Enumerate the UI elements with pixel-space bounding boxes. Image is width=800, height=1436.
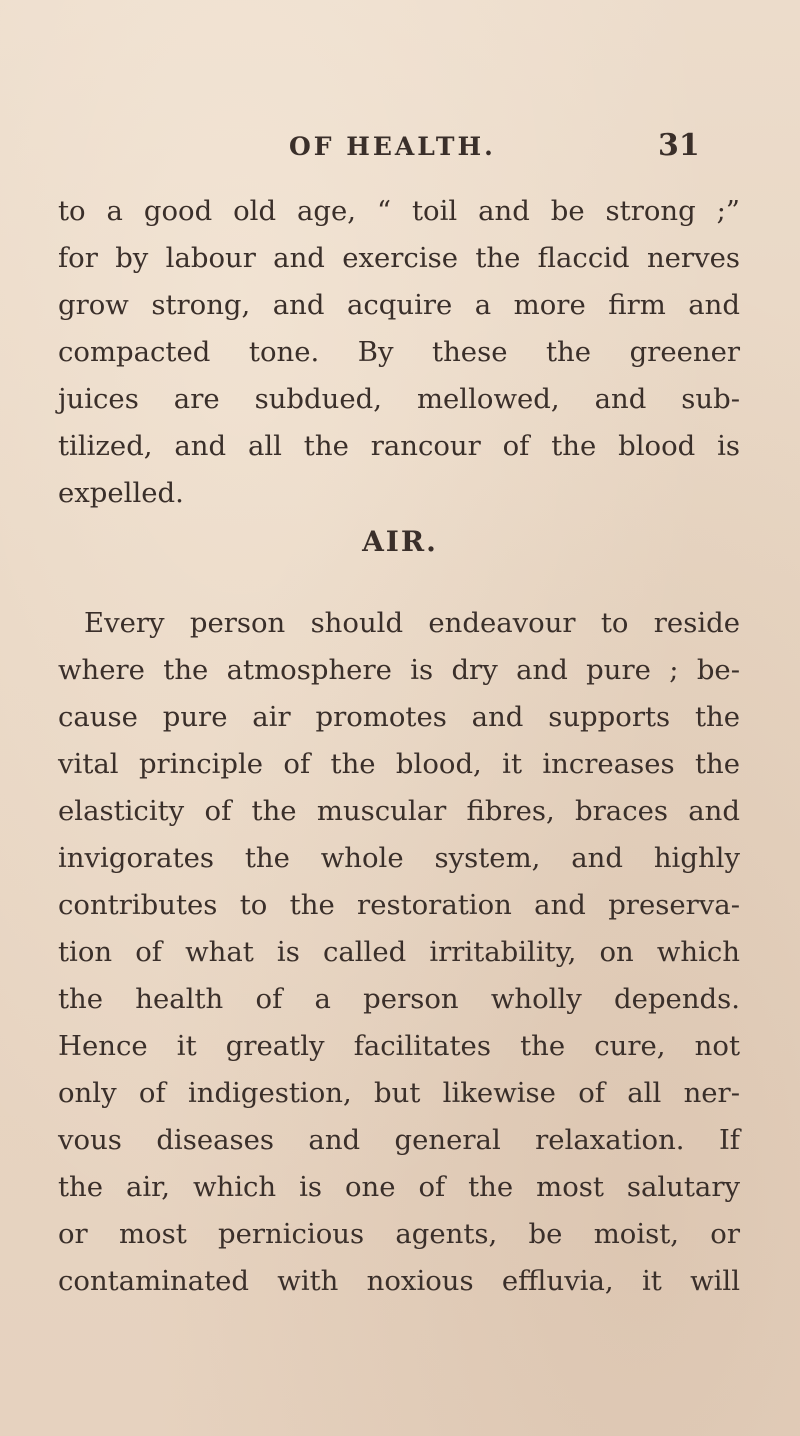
text-line: elasticity of the muscular fibres, braces and [58, 795, 740, 827]
text-line: Every person should endeavour to reside [84, 607, 740, 639]
page-number: 31 [658, 128, 700, 163]
running-head [0, 128, 800, 172]
text-line: the air, which is one of the most salutary [58, 1171, 740, 1203]
text-line: compacted tone. By these the greener [58, 336, 740, 368]
text-line: invigorates the whole system, and highly [58, 842, 740, 874]
text-line: or most pernicious agents, be moist, or [58, 1218, 740, 1250]
text-line: vous diseases and general relaxation. If [58, 1124, 740, 1156]
text-line: for by labour and exercise the flaccid nerves [58, 242, 740, 274]
text-line: vital principle of the blood, it increases the [58, 748, 740, 780]
text-line: contaminated with noxious effluvia, it will [58, 1265, 740, 1297]
text-line: tion of what is called irritability, on which [58, 936, 740, 968]
running-title: OF HEALTH. [289, 132, 496, 161]
text-line: only of indigestion, but likewise of all ner- [58, 1077, 740, 1109]
text-line: expelled. [58, 477, 184, 509]
text-line: Hence it greatly facilitates the cure, not [58, 1030, 740, 1062]
text-line: to a good old age, “ toil and be strong ;” [58, 195, 740, 227]
text-line: the health of a person wholly depends. [58, 983, 740, 1015]
section-heading: AIR. [362, 525, 438, 558]
paragraph-continuation [58, 188, 740, 517]
text-line: contributes to the restoration and preserva- [58, 889, 740, 921]
text-line: where the atmosphere is dry and pure ; be- [58, 654, 740, 686]
text-line: grow strong, and acquire a more firm and [58, 289, 740, 321]
text-line: juices are subdued, mellowed, and sub- [58, 383, 740, 415]
text-line: tilized, and all the rancour of the blood is [58, 430, 740, 462]
paragraph-air [58, 600, 740, 1305]
text-line: cause pure air promotes and supports the [58, 701, 740, 733]
